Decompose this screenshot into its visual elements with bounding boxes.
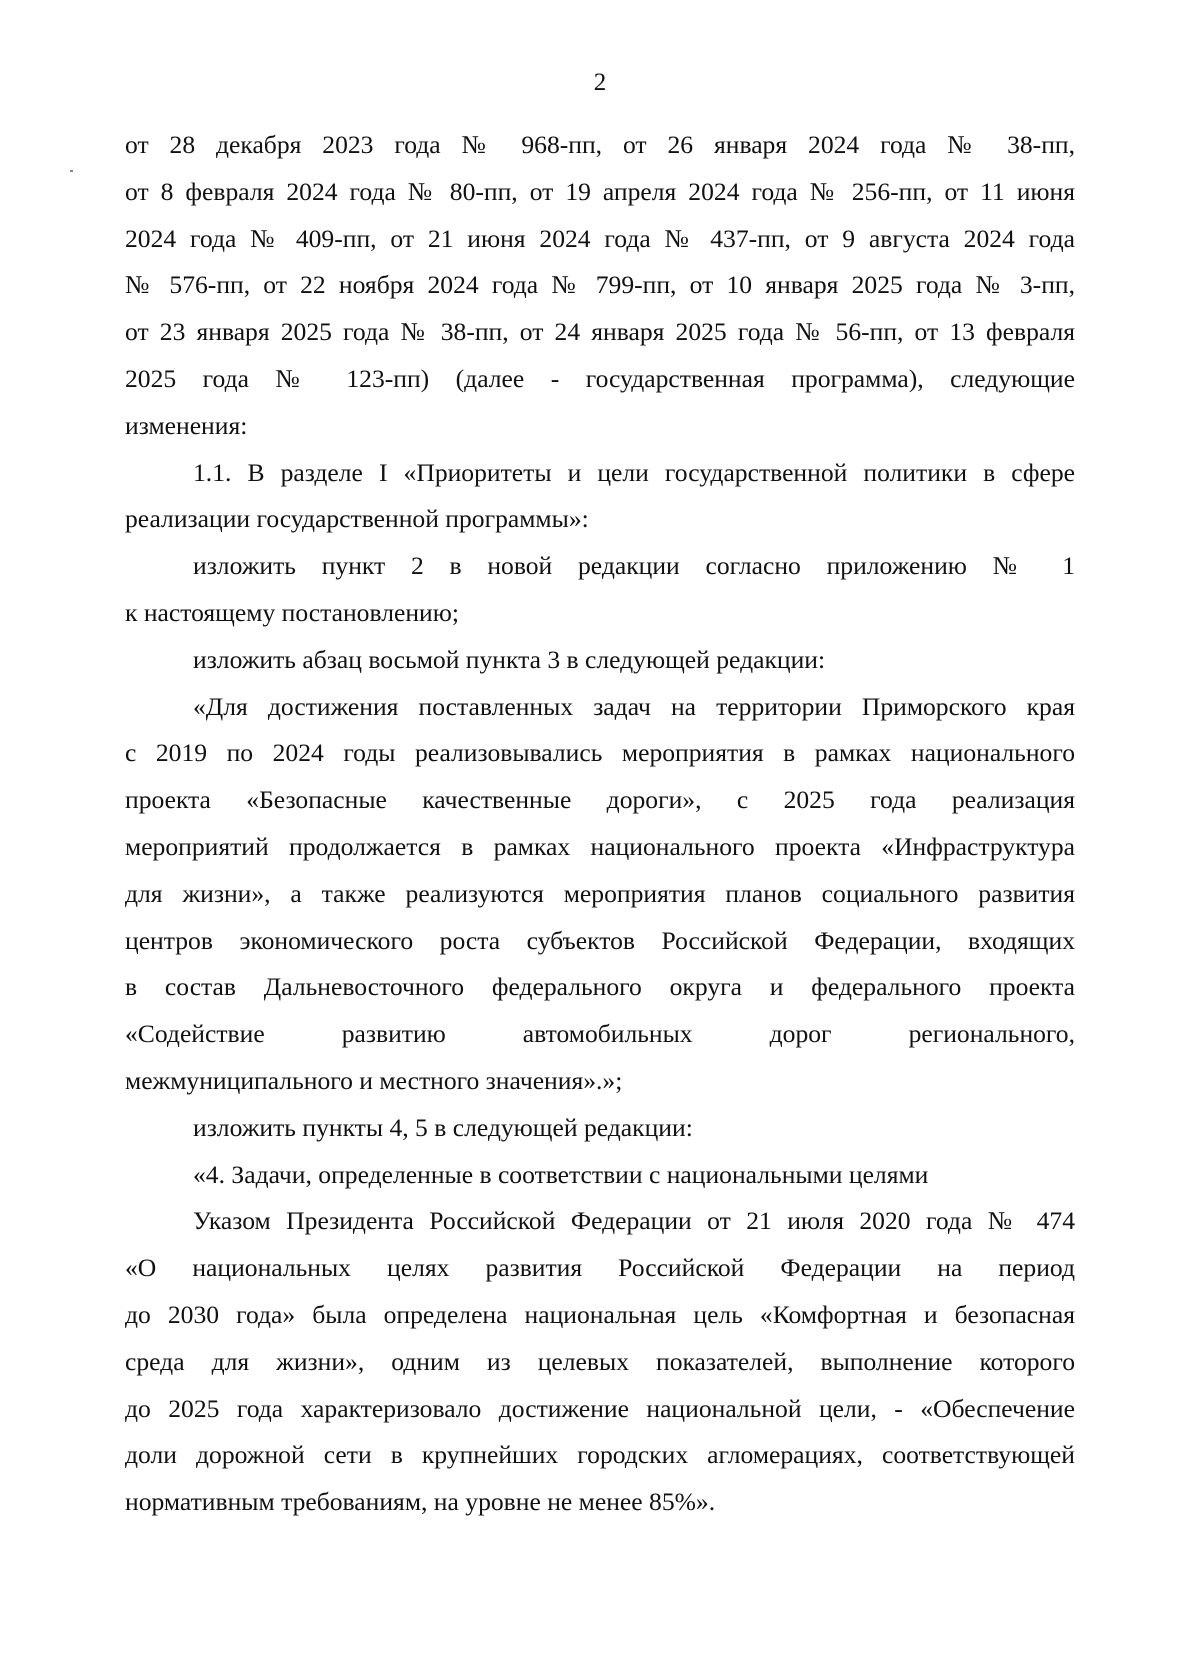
scan-speck [70,170,73,172]
text-line: среда для жизни», одним из целевых показателей, выполнение которого [125,1346,1075,1376]
text-line: изложить пункт 2 в новой редакции согласно приложению № 1 [193,551,1075,581]
text-line: 1.1. В разделе I «Приоритеты и цели государственной политики в сфере [193,457,1075,487]
text-line: до 2030 года» была определена национальная цель «Комфортная и безопасная [125,1299,1075,1329]
text-line: к настоящему постановлению; [125,597,459,627]
text-line: нормативным требованиям, на уровне не менее 85%». [125,1487,716,1517]
text-line: реализации государственной программы»: [125,504,589,534]
text-line: «О национальных целях развития Российской Федерации на период [125,1253,1075,1283]
text-line: доли дорожной сети в крупнейших городских агломерациях, соответствующей [125,1440,1075,1470]
text-line: «4. Задачи, определенные в соответствии с национальными целями [193,1159,929,1189]
text-line: от 8 февраля 2024 года № 80-пп, от 19 апреля 2024 года № 256-пп, от 11 июня [125,176,1075,206]
text-line: центров экономического роста субъектов Российской Федерации, входящих [125,925,1075,955]
text-line: «Для достижения поставленных задач на территории Приморского края [193,691,1075,721]
document-body [125,122,1075,1526]
text-line: от 28 декабря 2023 года № 968-пп, от 26 января 2024 года № 38-пп, [125,130,1075,159]
text-line: в состав Дальневосточного федерального округа и федерального проекта [125,972,1075,1002]
text-line: изложить абзац восьмой пункта 3 в следующей редакции: [193,644,826,674]
text-line: изложить пункты 4, 5 в следующей редакции: [193,1112,693,1142]
text-line: до 2025 года характеризовало достижение национальной цели, - «Обеспечение [125,1393,1075,1423]
text-line: № 576-пп, от 22 ноября 2024 года № 799-пп, от 10 января 2025 года № 3-пп, [125,270,1075,300]
text-line: Указом Президента Российской Федерации от 21 июля 2020 года № 474 [193,1206,1075,1236]
text-line: для жизни», а также реализуются мероприятия планов социального развития [125,878,1075,908]
page-number: 2 [593,69,607,96]
text-line: мероприятий продолжается в рамках национального проекта «Инфраструктура [125,831,1075,861]
text-line: 2024 года № 409-пп, от 21 июня 2024 года № 437-пп, от 9 августа 2024 года [125,223,1075,253]
text-line: проекта «Безопасные качественные дороги», с 2025 года реализация [125,785,1075,815]
text-line: «Содействие развитию автомобильных дорог регионального, [125,1019,1075,1049]
text-line: 2025 года № 123-пп) (далее - государственная программа), следующие [125,363,1075,393]
text-line: с 2019 по 2024 годы реализовывались мероприятия в рамках национального [125,738,1075,768]
text-line: изменения: [125,410,248,440]
text-line: межмуниципального и местного значения».»; [125,1065,623,1095]
text-line: от 23 января 2025 года № 38-пп, от 24 января 2025 года № 56-пп, от 13 февраля [125,317,1075,347]
